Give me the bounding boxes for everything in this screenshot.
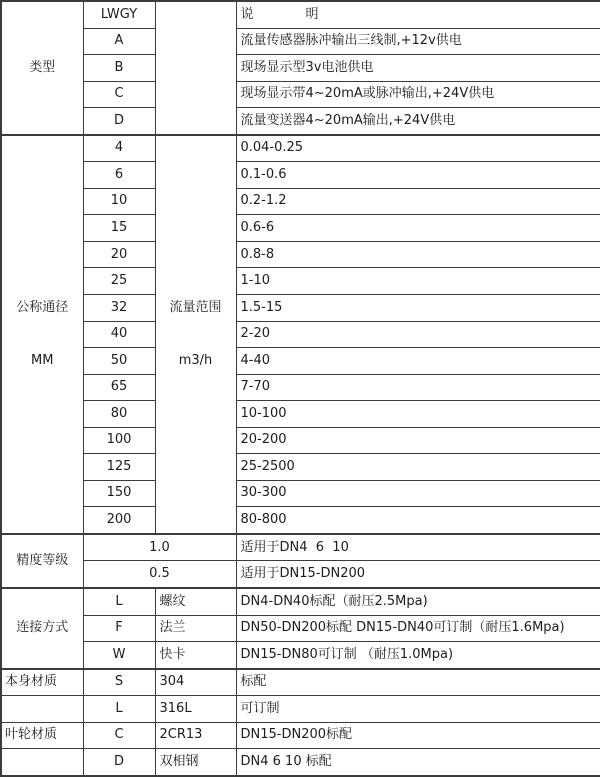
type-row (1, 55, 600, 82)
connection-code: F (83, 615, 155, 642)
flow-range-unit: m3/h (178, 352, 213, 368)
flow-range-value: 30-300 (236, 480, 600, 507)
accuracy-value: 1.0 (83, 534, 236, 561)
material-row (1, 669, 600, 696)
material-name: 2CR13 (155, 722, 236, 749)
diameter-value: 32 (83, 295, 155, 322)
flow-range-value: 2-20 (236, 321, 600, 348)
material-name: 304 (155, 669, 236, 696)
flow-range-value: 0.2-1.2 (236, 188, 600, 215)
diameter-row (1, 374, 600, 401)
flow-range-value: 0.04-0.25 (236, 135, 600, 162)
type-code: D (83, 108, 155, 135)
type-code: C (83, 81, 155, 108)
connection-row (1, 615, 600, 642)
material-row (1, 696, 600, 723)
diameter-value: 4 (83, 135, 155, 162)
accuracy-value: 0.5 (83, 561, 236, 588)
flow-range-value: 0.8-8 (236, 241, 600, 268)
connection-section-label: 连接方式 (1, 588, 83, 669)
diameter-value: 20 (83, 241, 155, 268)
diameter-row (1, 135, 600, 162)
diameter-row (1, 295, 600, 322)
diameter-value: 125 (83, 454, 155, 481)
type-description: 现场显示型3v电池供电 (236, 55, 600, 82)
connection-name: 螺纹 (155, 588, 236, 615)
diameter-row (1, 454, 600, 481)
diameter-value: 150 (83, 480, 155, 507)
diameter-value: 50 (83, 348, 155, 375)
diameter-row (1, 162, 600, 189)
diameter-row (1, 268, 600, 295)
flow-range-value: 7-70 (236, 374, 600, 401)
type-description: 流量传感器脉冲输出三线制,+12v供电 (236, 28, 600, 55)
type-code: B (83, 55, 155, 82)
diameter-unit: MM (31, 352, 54, 368)
connection-description: DN4-DN40标配（耐压2.5Mpa) (236, 588, 600, 615)
diameter-row (1, 348, 600, 375)
diameter-row (1, 507, 600, 534)
diameter-row (1, 480, 600, 507)
material-description: DN15-DN200标配 (236, 722, 600, 749)
type-section-label: 类型 (1, 1, 83, 135)
diameter-row (1, 215, 600, 242)
material-description: 可订制 (236, 696, 600, 723)
flow-range-value: 1-10 (236, 268, 600, 295)
type-row (1, 28, 600, 55)
diameter-row (1, 241, 600, 268)
diameter-row (1, 427, 600, 454)
model-code: LWGY (83, 1, 155, 28)
flow-range-value: 1.5-15 (236, 295, 600, 322)
material-row (1, 749, 600, 776)
diameter-label: 公称通径 (16, 299, 69, 315)
diameter-value: 25 (83, 268, 155, 295)
diameter-value: 80 (83, 401, 155, 428)
flow-range-value: 80-800 (236, 507, 600, 534)
flow-range-value: 0.6-6 (236, 215, 600, 242)
accuracy-description: 适用于DN4 6 10 (236, 534, 600, 561)
empty-cell (155, 1, 236, 135)
flow-range-value: 20-200 (236, 427, 600, 454)
connection-name: 法兰 (155, 615, 236, 642)
impeller-material-label: 叶轮材质 (1, 722, 83, 749)
material-description: 标配 (236, 669, 600, 696)
description-header: 说 明 (236, 1, 600, 28)
flow-range-value: 4-40 (236, 348, 600, 375)
connection-code: W (83, 642, 155, 669)
accuracy-row (1, 561, 600, 588)
connection-row (1, 588, 600, 615)
material-row (1, 722, 600, 749)
type-row (1, 81, 600, 108)
diameter-value: 200 (83, 507, 155, 534)
flow-range-label: 流量范围 (169, 299, 222, 315)
material-code: D (83, 749, 155, 776)
accuracy-row (1, 534, 600, 561)
diameter-row (1, 401, 600, 428)
flow-range-value: 25-2500 (236, 454, 600, 481)
material-label-empty (1, 696, 83, 723)
flow-range-value: 0.1-0.6 (236, 162, 600, 189)
flow-range-header (155, 135, 236, 534)
diameter-section-label (1, 135, 83, 534)
type-description: 流量变送器4~20mA输出,+24V供电 (236, 108, 600, 135)
material-name: 双相钢 (155, 749, 236, 776)
connection-description: DN50-DN200标配 DN15-DN40可订制（耐压1.6Mpa) (236, 615, 600, 642)
type-description: 现场显示带4~20mA或脉冲输出,+24V供电 (236, 81, 600, 108)
accuracy-section-label: 精度等级 (1, 534, 83, 588)
material-label-empty (1, 749, 83, 776)
diameter-value: 100 (83, 427, 155, 454)
type-code: A (83, 28, 155, 55)
header-row (1, 1, 600, 28)
material-code: S (83, 669, 155, 696)
diameter-value: 65 (83, 374, 155, 401)
connection-name: 快卡 (155, 642, 236, 669)
diameter-value: 15 (83, 215, 155, 242)
material-name: 316L (155, 696, 236, 723)
accuracy-description: 适用于DN15-DN200 (236, 561, 600, 588)
flow-range-value: 10-100 (236, 401, 600, 428)
body-material-label: 本身材质 (1, 669, 83, 696)
connection-description: DN15-DN80可订制 （耐压1.0Mpa) (236, 642, 600, 669)
connection-row (1, 642, 600, 669)
diameter-value: 40 (83, 321, 155, 348)
diameter-row (1, 321, 600, 348)
connection-code: L (83, 588, 155, 615)
material-code: C (83, 722, 155, 749)
type-row (1, 108, 600, 135)
diameter-value: 6 (83, 162, 155, 189)
material-code: L (83, 696, 155, 723)
material-description: DN4 6 10 标配 (236, 749, 600, 776)
diameter-row (1, 188, 600, 215)
diameter-value: 10 (83, 188, 155, 215)
